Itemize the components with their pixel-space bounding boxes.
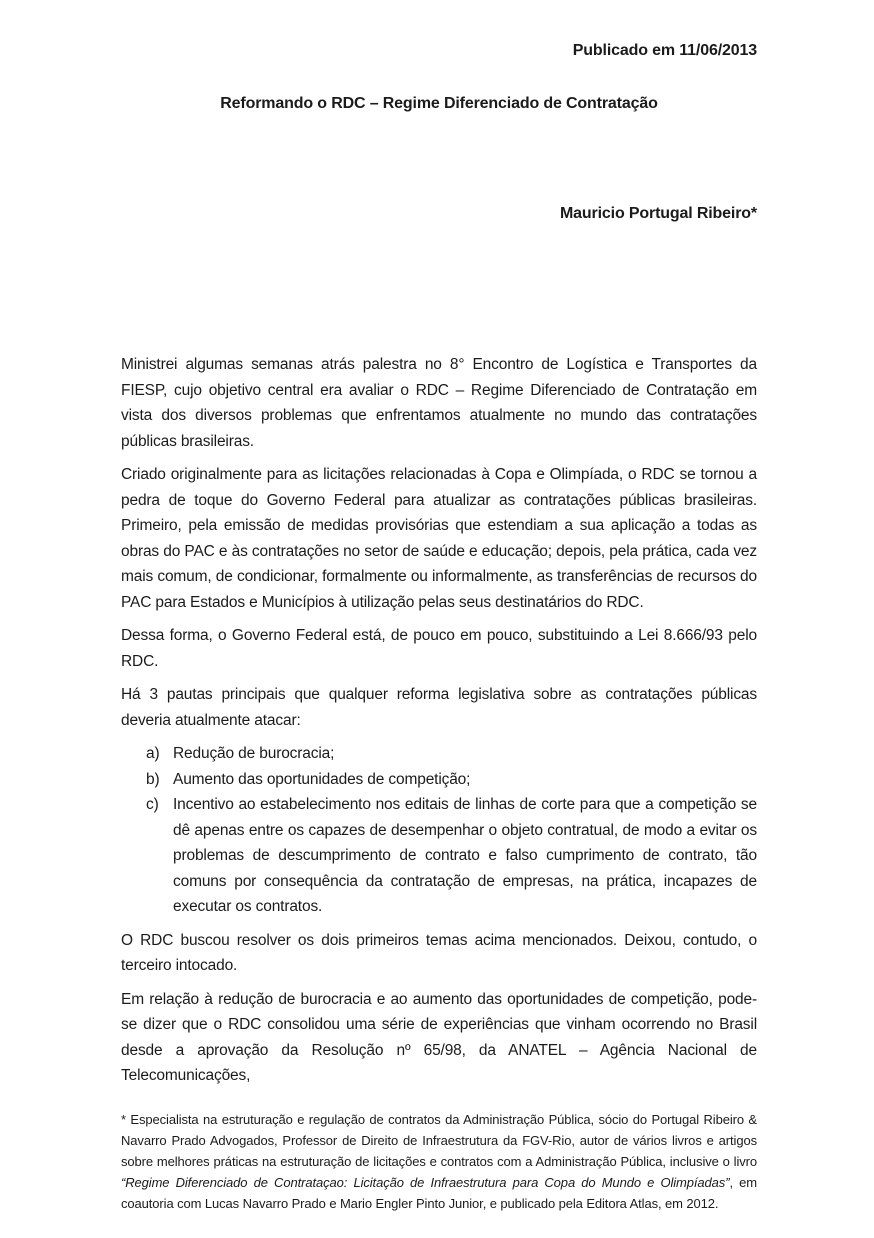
page-title: Reformando o RDC – Regime Diferenciado de Contratação [220, 95, 658, 112]
list-item-b [121, 767, 757, 793]
list-item-b-text: Aumento das oportunidades de competição; [173, 770, 471, 788]
footnote-book-title: “Regime Diferenciado de Contrataçao: Licitação de Infraestrutura para Copa do Mundo e Olimpíadas” [121, 1174, 730, 1190]
author-line: Mauricio Portugal Ribeiro* [559, 205, 757, 222]
list-item-a-text: Redução de burocracia; [173, 745, 335, 762]
paragraph-5: O RDC buscou resolver os dois primeiros temas acima mencionados. Deixou, contudo, o terceiro intocado. [121, 931, 757, 974]
list-marker-b: b) [146, 770, 160, 788]
list-marker-a: a) [146, 745, 160, 762]
footnote-text-before: * Especialista na estruturação e regulação de contratos da Administração Pública, sócio do Portugal Ribeiro & Navarro Prado Advogados, Professor de Direito de Infraestrutura da FGV-Rio, autor de vários livros e artigos sobre melhores práticas na estruturação de licitações e contratos com a Administração Pública, inclusive o livro [121, 1111, 757, 1169]
alpha-list [121, 741, 757, 920]
footnote [121, 1109, 757, 1214]
paragraph-6: Em relação à redução de burocracia e ao aumento das oportunidades de competição, pode-se dizer que o RDC consolidou uma série de experiências que vinham ocorrendo no Brasil desde a aprovação da Resolução nº 65/98, da ANATEL – Agência Nacional de Telecomunicações, [121, 990, 757, 1084]
paragraph-1: Ministrei algumas semanas atrás palestra no 8° Encontro de Logística e Transportes da FIESP, cujo objetivo central era avaliar o RDC – Regime Diferenciado de Contratação em vista dos diversos problemas que enfrentamos atualmente no mundo das contratações públicas brasileiras. [121, 356, 757, 450]
published-date: Publicado em 11/06/2013 [572, 42, 757, 59]
footnote-text-after: , em coautoria com Lucas Navarro Prado e Mario Engler Pinto Junior, e publicado pela Editora Atlas, em 2012. [121, 1174, 757, 1211]
paragraph-2: Criado originalmente para as licitações relacionadas à Copa e Olimpíada, o RDC se tornou a pedra de toque do Governo Federal para atualizar as contratações públicas brasileiras. Primeiro, pela emissão de medidas provisórias que estendiam a sua aplicação a todas as obras do PAC e às contratações no setor de saúde e educação; depois, pela prática, cada vez mais comum, de condicionar, formalmente ou informalmente, as transferências de recursos do PAC para Estados e Municípios à utilização pelas seus destinatários do RDC. [121, 466, 757, 611]
list-item-c [121, 792, 757, 920]
document-body [121, 352, 757, 1214]
list-marker-c: c) [146, 796, 159, 813]
list-item-c-text: Incentivo ao estabelecimento nos editais de linhas de corte para que a competição se dê apenas entre os capazes de desempenhar o objeto contratual, de modo a evitar os problemas de descumprimento de contrato e falso cumprimento de contrato, tão comuns por consequência da contratação de empresas, na prática, incapazes de executar os contratos. [173, 796, 757, 915]
paragraph-3: Dessa forma, o Governo Federal está, de pouco em pouco, substituindo a Lei 8.666/93 pelo RDC. [121, 627, 757, 670]
list-item-a [121, 741, 757, 767]
paragraph-4: Há 3 pautas principais que qualquer reforma legislativa sobre as contratações públicas deveria atualmente atacar: [121, 686, 757, 729]
